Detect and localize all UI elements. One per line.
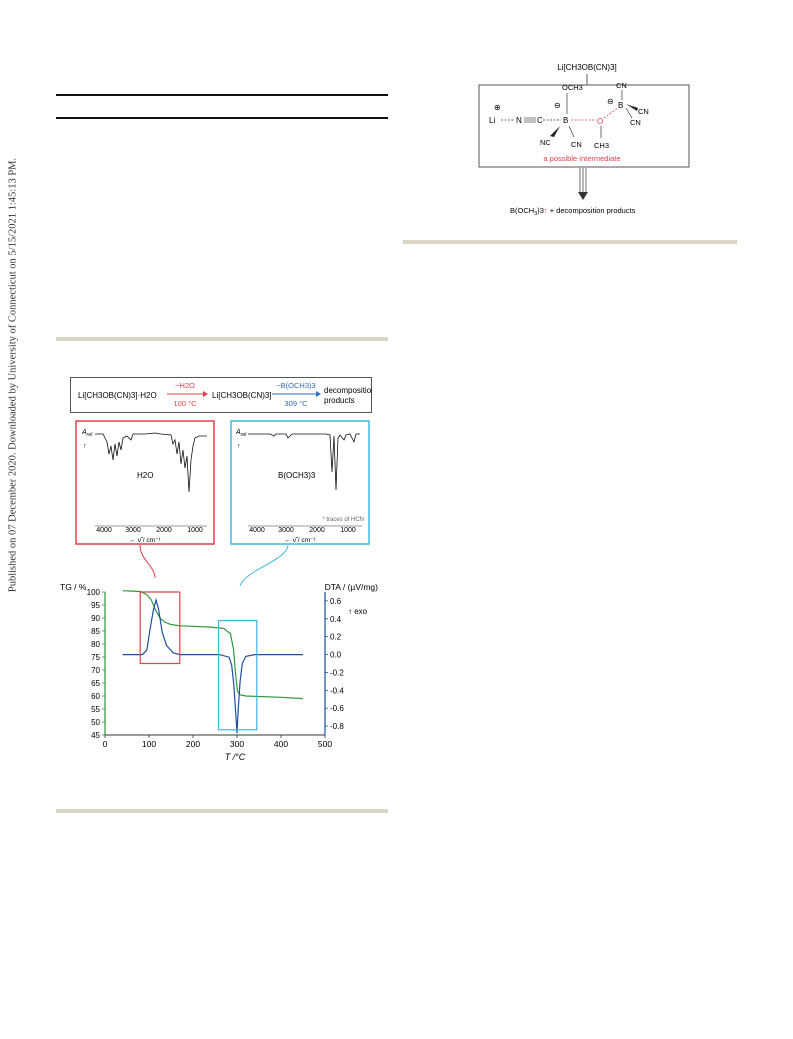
ir-left-tick: 2000 <box>156 527 172 534</box>
tg-tick-label: 90 <box>91 614 100 623</box>
products-line1: decomposition <box>324 386 372 395</box>
tg-tick-label: 95 <box>91 601 100 610</box>
dta-curve <box>123 600 303 733</box>
ir-left-species: H2O <box>137 471 154 480</box>
x-tick-label: 0 <box>102 739 108 749</box>
tg-curve <box>123 591 303 699</box>
boron-left: B <box>563 116 569 125</box>
step2-top-label: −B(OCH3)3 <box>276 381 316 390</box>
dta-tick-label: -0.8 <box>330 722 344 732</box>
tg-tick-label: 50 <box>91 718 100 727</box>
dta-tick-label: -0.4 <box>330 686 344 696</box>
li-atom: Li <box>489 116 496 125</box>
ir-left-ylabel: $A_{rel}$ <box>82 429 93 438</box>
dta-tick-label: 0.4 <box>330 614 342 624</box>
x-tick-label: 100 <box>141 739 157 749</box>
ir-right-tick: 2000 <box>309 527 325 534</box>
step1-bottom-label: 100 °C <box>173 399 197 408</box>
tg-axis-label: TG / % <box>60 582 87 592</box>
tg-dta-chart <box>60 580 380 766</box>
products-line: $B(OCH_3)3↑$ + decomposition products <box>510 206 636 217</box>
cn-right-top: CN <box>616 81 627 90</box>
intermediate-label: a possible intermediate <box>543 154 621 163</box>
x-tick-label: 400 <box>273 739 289 749</box>
tg-tick-label: 80 <box>91 640 100 649</box>
temperature-axis-label: T /°C <box>224 752 246 762</box>
cn-right-mid: CN <box>638 107 649 116</box>
ir-right-note: * traces of HCN <box>322 517 364 523</box>
dta-tick-label: -0.6 <box>330 704 344 714</box>
side-note-text: Published on 07 December 2020. Downloaded by University of Connecticut on 5/15/2021 1:45:13 PM. <box>7 157 19 593</box>
c-atom: C <box>537 116 543 125</box>
scheme-top-formula: Li[CH3OB(CN)3] <box>557 63 617 72</box>
cn-right-low: CN <box>630 118 641 127</box>
ir-left-xlabel: ← ν̃ / cm⁻¹ <box>129 537 161 544</box>
cn-down-label: CN <box>571 140 582 149</box>
tg-tick-label: 70 <box>91 666 100 675</box>
plus-charge-icon: ⊕ <box>494 103 501 112</box>
dta-tick-label: 0.0 <box>330 650 342 660</box>
step2-bottom-label: 309 °C <box>284 399 308 408</box>
dta-tick-label: -0.2 <box>330 668 344 678</box>
x-tick-label: 500 <box>317 739 333 749</box>
x-tick-label: 300 <box>229 739 245 749</box>
ir-right-ylabel: $A_{rel}$ <box>236 429 247 438</box>
ir-left-tick: 3000 <box>125 527 141 534</box>
ch3-bridge-label: CH3 <box>594 141 610 150</box>
intermediate-formula: Li[CH3OB(CN)3] <box>212 391 272 400</box>
ir-right-xlabel: ← ν̃ / cm⁻¹ <box>284 537 316 544</box>
tg-tick-label: 60 <box>91 692 100 701</box>
reactant-formula: Li[CH3OB(CN)3]·H2O <box>78 391 157 400</box>
ir-right-species: B(OCH3)3 <box>278 471 316 480</box>
dta-tick-label: 0.2 <box>330 632 342 642</box>
ir-left-tick: 4000 <box>96 527 112 534</box>
step1-top-label: −H2O <box>175 381 195 390</box>
nc-left-label: NC <box>540 138 551 147</box>
minus-charge-icon: ⊖ <box>554 101 561 110</box>
ir-right-tick: 3000 <box>278 527 294 534</box>
tg-tick-label: 85 <box>91 627 100 636</box>
tg-tick-label: 55 <box>91 705 100 714</box>
och3-label: OCH3 <box>562 83 583 92</box>
oxygen-bridge: O <box>597 117 604 126</box>
n-atom: N <box>516 116 522 125</box>
tg-tick-label: 75 <box>91 653 100 662</box>
tg-tick-label: 45 <box>91 731 100 740</box>
x-tick-label: 200 <box>185 739 201 749</box>
ir-right-tick: 4000 <box>249 527 265 534</box>
ir-left-tick: 1000 <box>187 527 203 534</box>
dta-axis-label: DTA / (µV/mg) <box>324 582 378 592</box>
minus-charge-icon: ⊖ <box>607 97 614 106</box>
dta-tick-label: 0.6 <box>330 596 342 606</box>
tg-tick-label: 100 <box>86 588 100 597</box>
tg-tick-label: 65 <box>91 679 100 688</box>
up-arrow-icon: ↑ <box>237 443 241 450</box>
products-line2: products <box>324 396 355 405</box>
exo-label: ↑ exo <box>348 607 368 616</box>
ir-right-tick: 1000 <box>340 527 356 534</box>
up-arrow-icon: ↑ <box>83 443 87 450</box>
boron-right: B <box>618 101 624 110</box>
